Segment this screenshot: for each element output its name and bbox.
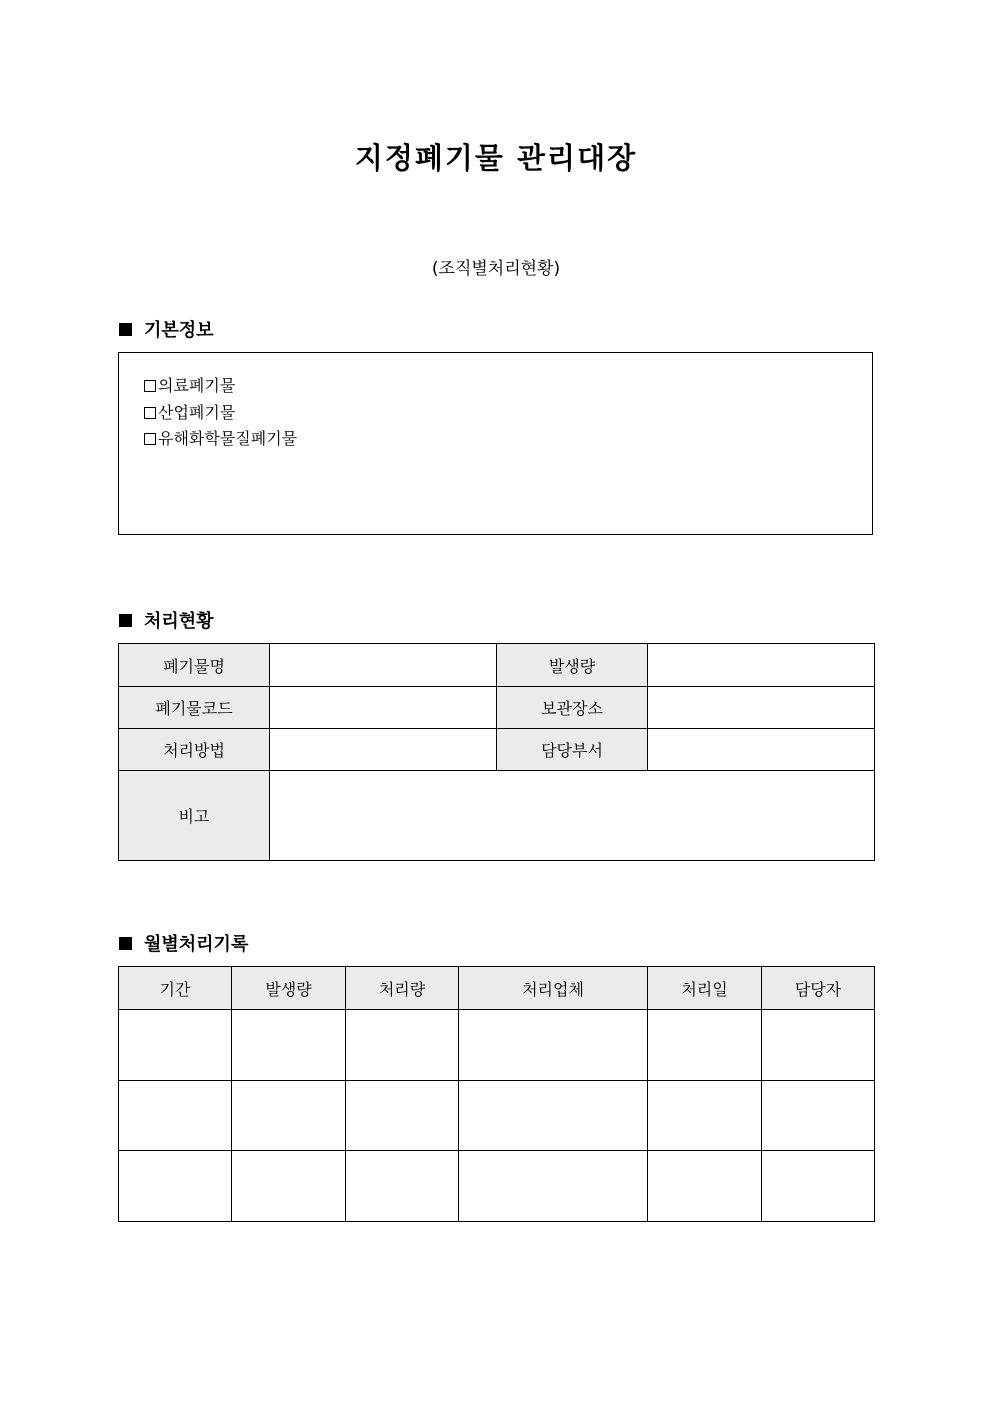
square-bullet-icon bbox=[119, 323, 132, 336]
table-cell[interactable] bbox=[762, 1151, 875, 1222]
table-cell[interactable] bbox=[762, 1081, 875, 1151]
table-cell[interactable] bbox=[459, 1010, 648, 1081]
method-field[interactable] bbox=[270, 729, 497, 771]
table-cell[interactable] bbox=[232, 1151, 346, 1222]
table-cell[interactable] bbox=[119, 1081, 232, 1151]
column-header-date: 처리일 bbox=[648, 967, 762, 1010]
table-cell[interactable] bbox=[459, 1151, 648, 1222]
amount-field[interactable] bbox=[648, 644, 875, 687]
section-heading-basic bbox=[119, 316, 214, 342]
column-header-processed: 처리량 bbox=[346, 967, 459, 1010]
remarks-field[interactable] bbox=[270, 771, 875, 861]
table-cell[interactable] bbox=[346, 1151, 459, 1222]
square-bullet-icon bbox=[119, 937, 132, 950]
table-row bbox=[119, 1081, 875, 1151]
table-row bbox=[119, 1010, 875, 1081]
section-heading-monthly-label: 월별처리기록 bbox=[144, 934, 249, 955]
square-bullet-icon bbox=[119, 614, 132, 627]
table-cell[interactable] bbox=[232, 1081, 346, 1151]
label-method: 처리방법 bbox=[119, 729, 270, 771]
table-cell[interactable] bbox=[648, 1010, 762, 1081]
label-waste-name: 폐기물명 bbox=[119, 644, 270, 687]
waste-type-option-industrial[interactable] bbox=[144, 400, 872, 427]
checkbox-icon[interactable] bbox=[144, 380, 156, 392]
label-department: 담당부서 bbox=[497, 729, 648, 771]
waste-type-option-label: 의료폐기물 bbox=[158, 376, 236, 395]
table-cell[interactable] bbox=[648, 1151, 762, 1222]
waste-type-option-label: 유해화학물질폐기물 bbox=[158, 429, 298, 448]
page-title: 지정폐기물 관리대장 bbox=[354, 141, 638, 175]
column-header-manager: 담당자 bbox=[762, 967, 875, 1010]
table-row bbox=[119, 771, 875, 861]
table-cell[interactable] bbox=[648, 1081, 762, 1151]
section-heading-basic-label: 기본정보 bbox=[144, 320, 214, 341]
waste-type-option-hazardous[interactable] bbox=[144, 426, 872, 453]
section-heading-status-label: 처리현황 bbox=[144, 611, 214, 632]
column-header-period: 기간 bbox=[119, 967, 232, 1010]
checkbox-icon[interactable] bbox=[144, 407, 156, 419]
status-table bbox=[118, 643, 875, 861]
waste-code-field[interactable] bbox=[270, 687, 497, 729]
table-row bbox=[119, 687, 875, 729]
waste-name-field[interactable] bbox=[270, 644, 497, 687]
section-heading-monthly bbox=[119, 930, 248, 956]
checkbox-icon[interactable] bbox=[144, 433, 156, 445]
table-row bbox=[119, 729, 875, 771]
department-field[interactable] bbox=[648, 729, 875, 771]
section-heading-status bbox=[119, 607, 214, 633]
table-row bbox=[119, 1151, 875, 1222]
table-cell[interactable] bbox=[459, 1081, 648, 1151]
label-waste-code: 폐기물코드 bbox=[119, 687, 270, 729]
column-header-generated: 발생량 bbox=[232, 967, 346, 1010]
table-cell[interactable] bbox=[119, 1151, 232, 1222]
monthly-records-table bbox=[118, 966, 875, 1222]
column-header-company: 처리업체 bbox=[459, 967, 648, 1010]
label-storage: 보관장소 bbox=[497, 687, 648, 729]
waste-type-option-medical[interactable] bbox=[144, 373, 872, 400]
table-cell[interactable] bbox=[232, 1010, 346, 1081]
page-subtitle: (조직별처리현황) bbox=[431, 259, 561, 279]
waste-type-option-label: 산업폐기물 bbox=[158, 402, 236, 422]
storage-field[interactable] bbox=[648, 687, 875, 729]
table-cell[interactable] bbox=[762, 1010, 875, 1081]
table-header-row bbox=[119, 967, 875, 1010]
table-cell[interactable] bbox=[346, 1081, 459, 1151]
table-cell[interactable] bbox=[346, 1010, 459, 1081]
label-remarks: 비고 bbox=[119, 771, 270, 861]
table-row bbox=[119, 644, 875, 687]
label-amount: 발생량 bbox=[497, 644, 648, 687]
table-cell[interactable] bbox=[119, 1010, 232, 1081]
basic-info-box bbox=[118, 352, 873, 535]
